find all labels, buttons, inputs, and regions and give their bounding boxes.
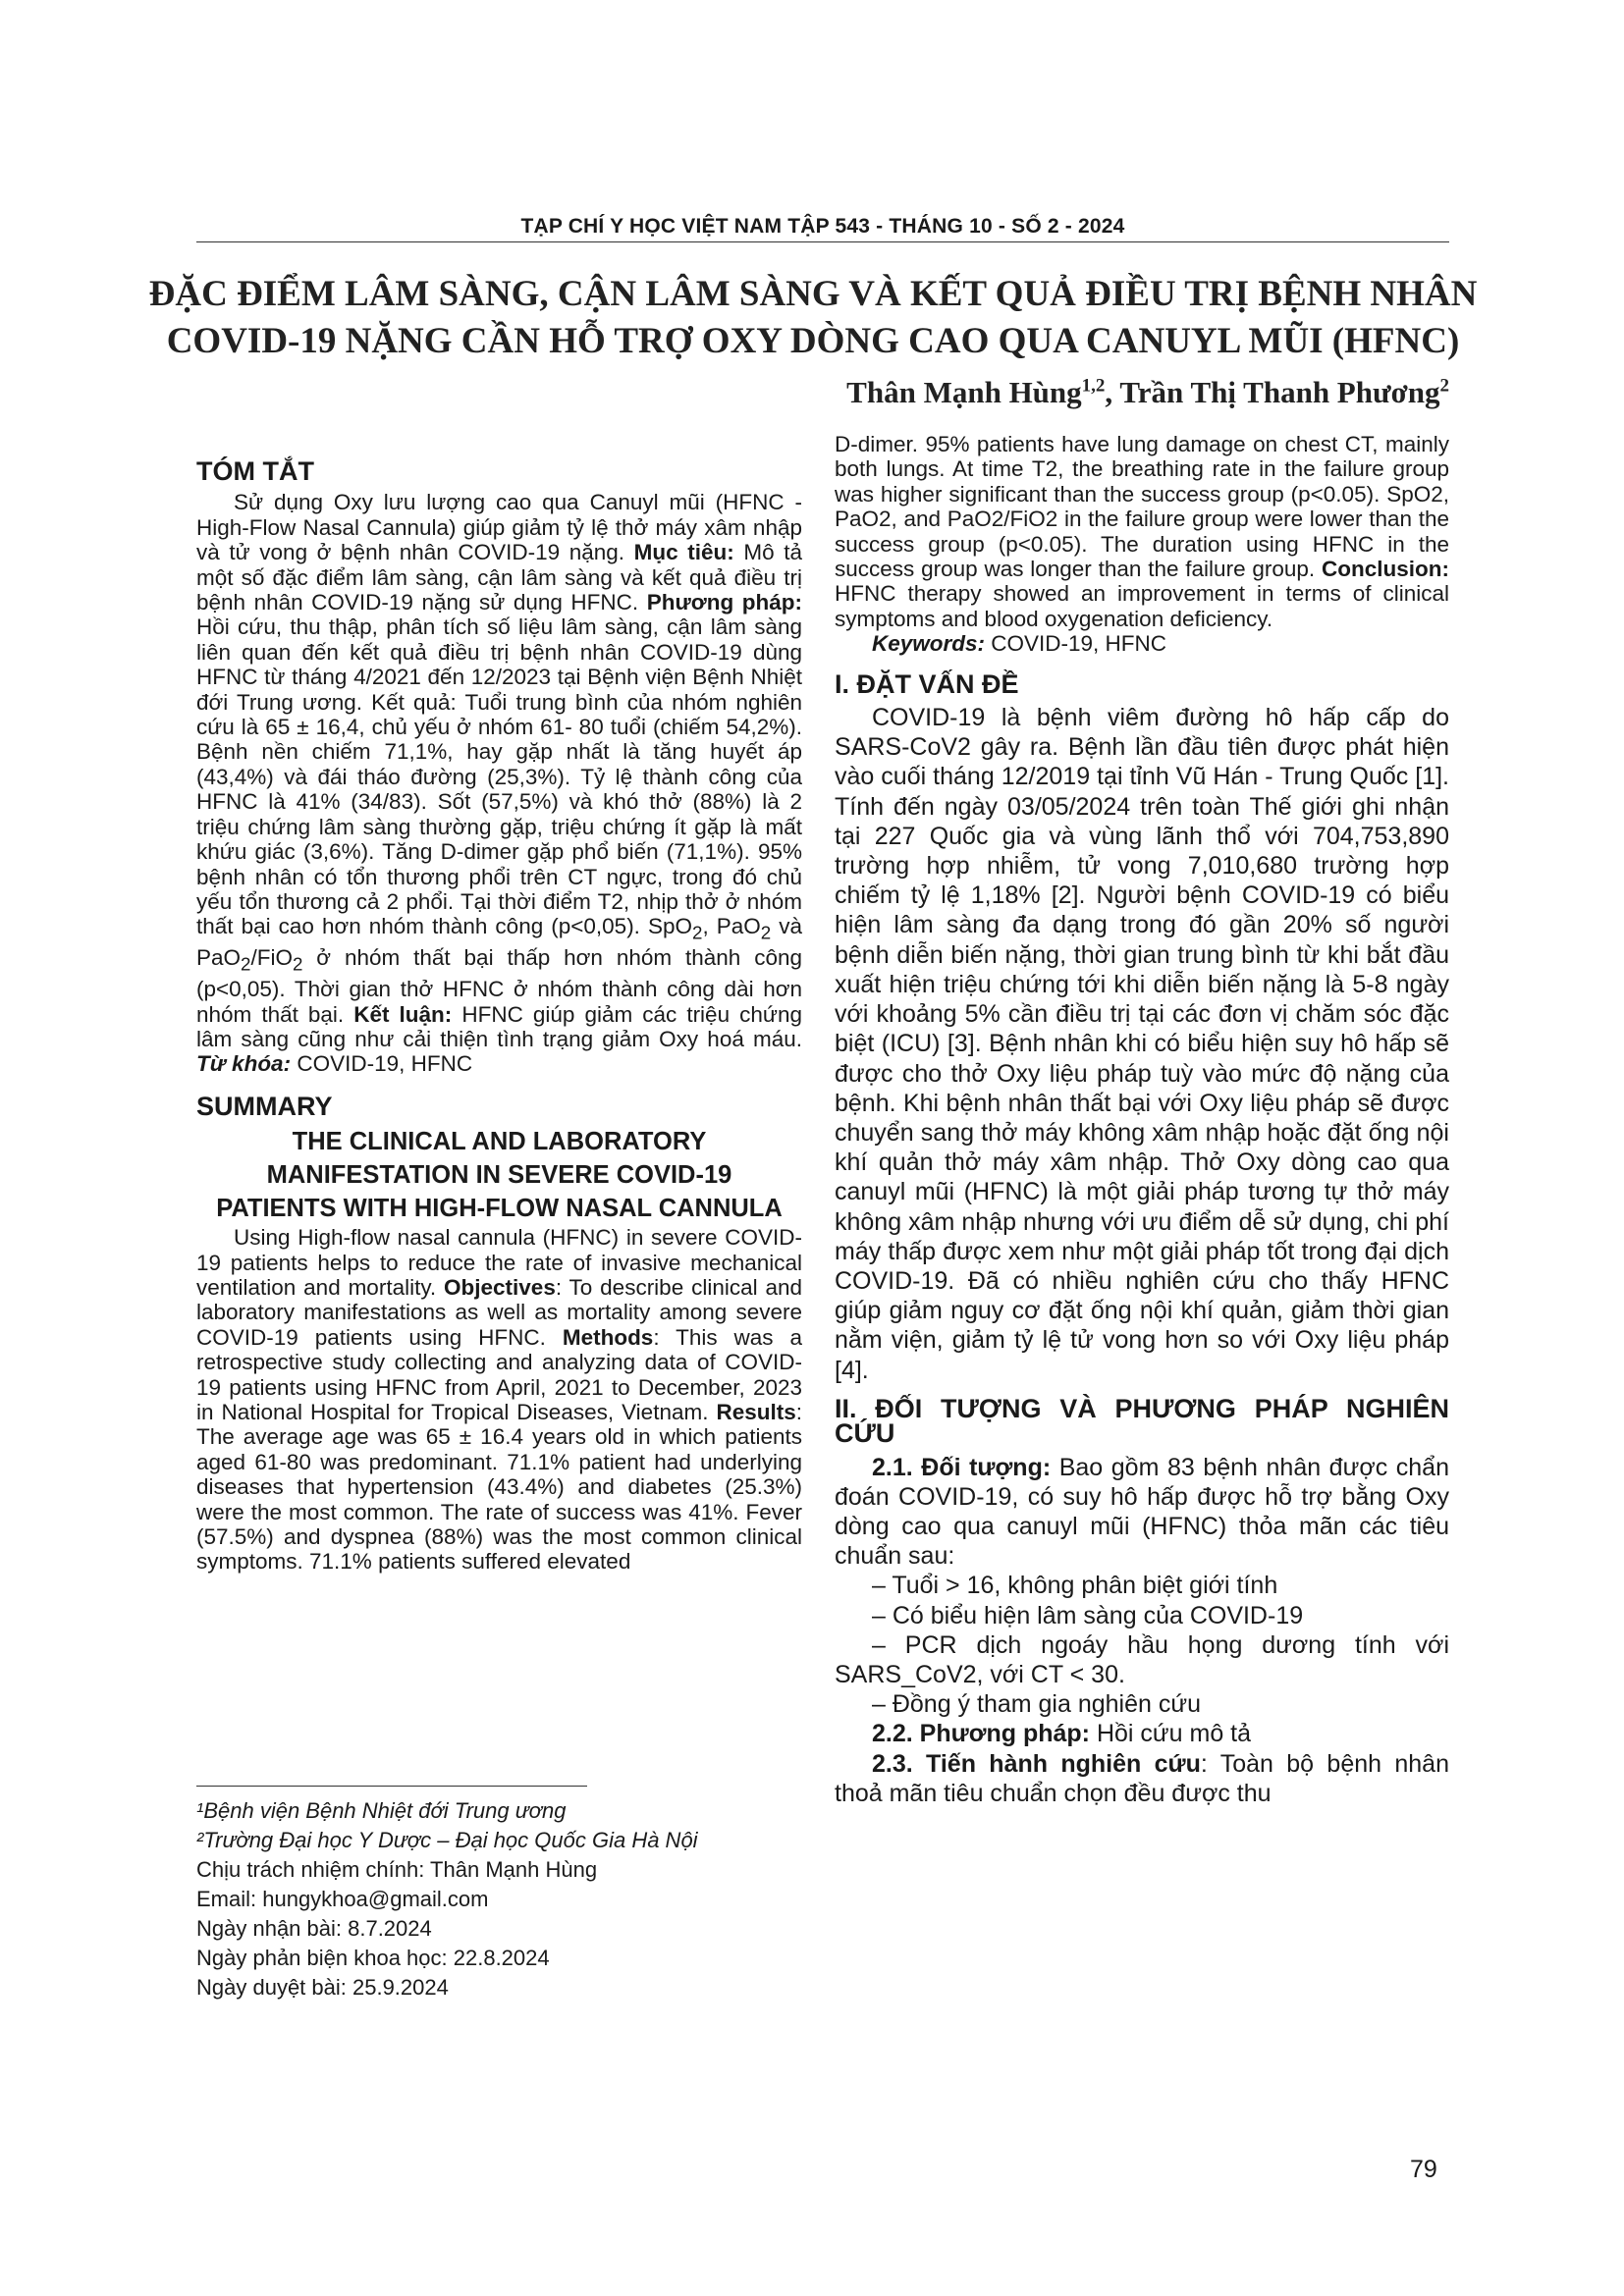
summary-heading: SUMMARY — [196, 1091, 333, 1121]
footnote-corresponding: Chịu trách nhiệm chính: Thân Mạnh Hùng — [196, 1857, 598, 1882]
footnote-email: Email: hungykhoa@gmail.com — [196, 1887, 489, 1911]
abstract-vi-body: Sử dụng Oxy lưu lượng cao qua Canuyl mũi (HFNC - High-Flow Nasal Cannula) giúp giảm tỷ lệ thở máy xâm nhập và tử vong ở bệnh nhân COVID-19 nặng. Mục tiêu: Mô tả một số đặc điểm lâm sàng, cận lâm sàng và kết quả điều trị bệnh nhân COVID-19 nặng sử dụng HFNC. Phương pháp: Hồi cứu, thu thập, phân tích số liệu lâm sàng, cận lâm sàng liên quan đến kết quả điều trị bệnh nhân COVID-19 dùng HFNC từ tháng 4/2021 đến 12/2023 tại Bệnh viện Bệnh Nhiệt đới Trung ương. Kết quả: Tuổi trung bình của nhóm nghiên cứu là 65 ± 16,4, chủ yếu ở nhóm 61- 80 tuổi (chiếm 54,2%). Bệnh nền chiếm 71,1%, hay gặp nhất là tăng huyết áp (43,4%) và đái tháo đường (25,3%). Tỷ lệ thành công của HFNC là 41% (34/83). Sốt (57,5%) và khó thở (88%) là 2 triệu chứng lâm sàng thường gặp, triệu chứng ít gặp là mất khứu giác (3,6%). Tăng D-dimer gặp phổ biến (71,1%). 95% bệnh nhân có tổn thương phổi trên CT ngực, trong đó chủ yếu tổn thương cả 2 phổi. Tại thời điểm T2, nhịp thở ở nhóm thất bại cao hơn nhóm thành công (p<0,05). SpO$_2$, PaO$_2$ và PaO$_2$/FiO$_2$ ở nhóm thất bại thấp hơn nhóm thành công (p<0,05). Thời gian thở HFNC ở nhóm thành công dài hơn nhóm thất bại. Kết luận: HFNC giúp giảm các triệu chứng lâm sàng cũng như cải thiện tình trạng giảm Oxy hoá máu. Từ khóa: COVID-19, HFNC — [196, 490, 802, 1077]
criteria-item: – Có biểu hiện lâm sàng của COVID-19 — [872, 1601, 1304, 1629]
summary-body: Using High-flow nasal cannula (HFNC) in severe COVID-19 patients helps to reduce the rate of invasive mechanical ventilation and mortality. Objectives: To describe clinical and laboratory manifestations as well as mortality among severe COVID-19 patients using HFNC. Methods: This was a retrospective study collecting and analyzing data of COVID-19 patients using HFNC from April, 2021 to December, 2023 in National Hospital for Tropical Diseases, Vietnam. Results: The average age was 65 ± 16.4 years old in which patients aged 61-80 was predominant. 71.1% patient had underlying diseases that hypertension (43.4%) and diabetes (25.3%) were the most common. The rate of success was 41%. Fever (57.5%) and dyspnea (88%) was the most common clinical symptoms. 71.1% patients suffered elevated — [196, 1225, 802, 1575]
keywords-label: Từ khóa: — [196, 1051, 292, 1077]
title-line-1: ĐẶC ĐIỂM LÂM SÀNG, CẬN LÂM SÀNG VÀ KẾT QUẢ ĐIỀU TRỊ BỆNH NHÂN — [148, 274, 1478, 314]
footnote-rule — [196, 1786, 587, 1787]
section-1-heading: I. ĐẶT VẤN ĐỀ — [835, 668, 1019, 699]
footnote-received: Ngày nhận bài: 8.7.2024 — [196, 1916, 432, 1941]
criteria-item: – Đồng ý tham gia nghiên cứu — [872, 1690, 1201, 1719]
journal-header: TẠP CHÍ Y HỌC VIỆT NAM TẬP 543 - THÁNG 10 - SỐ 2 - 2024 — [520, 215, 1125, 238]
criteria-item: – Tuổi > 16, không phân biệt giới tính — [872, 1572, 1278, 1600]
article-title — [147, 271, 1479, 365]
section-2-1: 2.1. Đối tượng: Bao gồm 83 bệnh nhân được chẩn đoán COVID-19, có suy hô hấp được hỗ trợ bằng Oxy dòng cao qua canuyl mũi (HFNC) thỏa mãn các tiêu chuẩn sau: — [835, 1453, 1449, 1571]
author-1: Thân Mạnh Hùng — [846, 375, 1082, 409]
summary-keywords: Keywords: COVID-19, HFNC — [872, 631, 1167, 657]
title-line-2: COVID-19 NẶNG CẦN HỖ TRỢ OXY DÒNG CAO QUA CANUYL MŨI (HFNC) — [166, 321, 1460, 361]
footnote-affil-2: ²Trường Đại học Y Dược – Đại học Quốc Gia Hà Nội — [196, 1828, 698, 1852]
left-column — [196, 456, 802, 1575]
page-number: 79 — [1410, 2156, 1437, 2183]
footnote-reviewed: Ngày phản biện khoa học: 22.8.2024 — [196, 1946, 550, 1970]
author-2: Trần Thị Thanh Phương — [1119, 375, 1440, 409]
author-list: Thân Mạnh Hùng$^{1,2}$, Trần Thị Thanh Phương$^2$ — [846, 375, 1449, 409]
footnotes — [196, 1796, 785, 2002]
summary-title: THE CLINICAL AND LABORATORY MANIFESTATION IN SEVERE COVID-19 PATIENTS WITH HIGH-FLOW NASAL CANNULA — [216, 1128, 783, 1223]
author-1-affil: 1,2 — [1081, 375, 1106, 397]
criteria-item: – PCR dịch ngoáy hầu họng dương tính với SARS_CoV2, với CT < 30. — [835, 1630, 1449, 1688]
header-rule — [196, 241, 1449, 242]
abstract-vi-heading: TÓM TẮT — [196, 456, 314, 486]
section-2-2: 2.2. Phương pháp: Hồi cứu mô tả — [872, 1720, 1252, 1748]
footnote-accepted: Ngày duyệt bài: 25.9.2024 — [196, 1975, 449, 2000]
summary-continued: D-dimer. 95% patients have lung damage on chest CT, mainly both lungs. At time T2, the breathing rate in the failure group was higher significant than the success group (p<0.05). SpO2, PaO2, and PaO2/FiO2 in the failure group were lower than the success group (p<0.05). The duration using HFNC in the success group was longer than the failure group. Conclusion: HFNC therapy showed an improvement in terms of clinical symptoms and blood oxygenation deficiency. — [835, 432, 1449, 631]
right-column — [835, 432, 1449, 1808]
footnote-affil-1: ¹Bệnh viện Bệnh Nhiệt đới Trung ương — [196, 1798, 567, 1823]
section-2-heading: II. ĐỐI TƯỢNG VÀ PHƯƠNG PHÁP NGHIÊN CỨU — [835, 1393, 1449, 1449]
author-2-affil: 2 — [1439, 375, 1449, 397]
section-2-3: 2.3. Tiến hành nghiên cứu: Toàn bộ bệnh nhân thoả mãn tiêu chuẩn chọn đều được thu — [835, 1749, 1449, 1807]
section-1-body: COVID-19 là bệnh viêm đường hô hấp cấp do SARS-CoV2 gây ra. Bệnh lần đầu tiên được phát hiện vào cuối tháng 12/2019 tại tỉnh Vũ Hán - Trung Quốc [1]. Tính đến ngày 03/05/2024 trên toàn Thế giới ghi nhận tại 227 Quốc gia và vùng lãnh thổ với 704,753,890 trường hợp nhiễm, tử vong 7,010,680 trường hợp chiếm tỷ lệ 1,18% [2]. Người bệnh COVID-19 có biểu hiện lâm sàng đa dạng trong đó gần 20% số người bệnh diễn biến nặng, thời gian trung bình từ khi bắt đầu xuất hiện triệu chứng tới khi diễn biến nặng là 5-8 ngày với khoảng 5% cần điều trị tại các đơn vị chăm sóc đặc biệt (ICU) [3]. Bệnh nhân khi có biểu hiện suy hô hấp sẽ được cho thở Oxy liệu pháp tuỳ vào mức độ nặng của bệnh. Khi bệnh nhân thất bại với Oxy liệu pháp sẽ được chuyển sang thở máy không xâm nhập hoặc đặt ống nội khí quản thở máy xâm nhập. Thở Oxy dòng cao qua canuyl mũi (HFNC) là một giải pháp tương tự thở máy không xâm nhập nhưng với ưu điểm dễ sử dụng, chi phí máy thấp được xem như một giải pháp tốt trong đại dịch COVID-19. Đã có nhiều nghiên cứu cho thấy HFNC giúp giảm nguy cơ đặt ống nội khí quản, giảm thời gian nằm viện, giảm tỷ lệ tử vong hơn so với Oxy liệu pháp [4]. — [835, 704, 1449, 1384]
